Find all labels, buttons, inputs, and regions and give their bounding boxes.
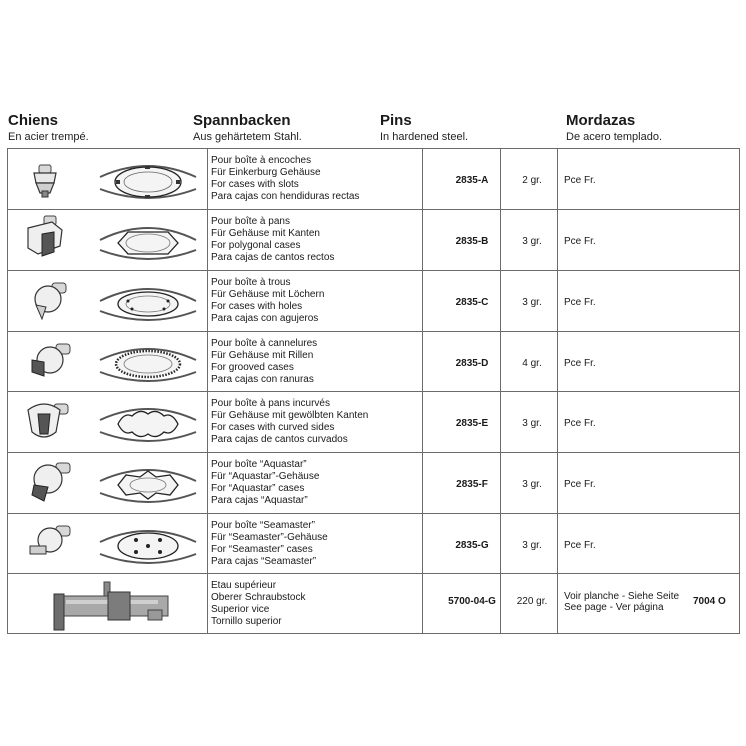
header-subtitle: De acero templado.	[566, 131, 662, 143]
part-code: 2835-C	[455, 297, 489, 308]
desc-de: Für “Seamaster”-Gehäuse	[211, 532, 328, 543]
description	[211, 459, 451, 507]
table-row[interactable]	[8, 271, 739, 332]
weight: 3 gr.	[522, 540, 542, 551]
part-code: 2835-A	[455, 175, 489, 186]
case-grooved-icon	[100, 349, 196, 381]
header-subtitle: Aus gehärtetem Stahl.	[193, 131, 302, 143]
part-code: 2835-F	[456, 479, 488, 490]
row-illustration	[8, 210, 208, 270]
pin-seamaster-icon	[30, 526, 70, 554]
desc-en: For “Seamaster” cases	[211, 544, 313, 555]
pin-polygonal-icon	[28, 216, 62, 256]
table-row[interactable]	[8, 392, 739, 453]
desc-fr: Pour boîte “Aquastar”	[211, 459, 307, 470]
desc-de: Oberer Schraubstock	[211, 592, 306, 603]
desc-fr: Pour boîte “Seamaster”	[211, 520, 315, 531]
table-row[interactable]	[8, 332, 739, 392]
case-holes-icon	[100, 289, 196, 320]
header-mordazas	[566, 112, 662, 144]
desc-en: Superior vice	[211, 604, 270, 615]
table-row[interactable]	[8, 574, 739, 633]
desc-en: For polygonal cases	[211, 240, 301, 251]
part-code: 2835-D	[455, 358, 489, 369]
desc-fr: Etau supérieur	[211, 580, 277, 591]
desc-fr: Pour boîte à trous	[211, 277, 291, 288]
case-slots-icon	[100, 166, 196, 198]
part-code: 2835-E	[455, 418, 489, 429]
note: Pce Fr.	[564, 540, 596, 551]
desc-de: Für Gehäuse mit Rillen	[211, 350, 314, 361]
weight: 3 gr.	[522, 479, 542, 490]
desc-de: Für Einkerburg Gehäuse	[211, 167, 321, 178]
description	[211, 398, 451, 446]
row-illustration	[8, 514, 208, 573]
case-curved-icon	[100, 409, 196, 441]
row-illustration	[8, 453, 208, 513]
header-title: Chiens	[8, 112, 59, 129]
header-title: Mordazas	[566, 112, 636, 129]
note-line: See page - Ver página	[564, 602, 664, 613]
superior-vice-icon	[54, 582, 168, 630]
pin-curved-icon	[28, 404, 68, 437]
desc-es: Tornillo superior	[211, 616, 282, 627]
description	[211, 216, 451, 264]
note: Pce Fr.	[564, 236, 596, 247]
desc-en: For cases with curved sides	[211, 422, 335, 433]
header-title: Pins	[380, 112, 412, 129]
note: Pce Fr.	[564, 479, 596, 490]
desc-es: Para cajas de cantos rectos	[211, 252, 335, 263]
header-subtitle: En acier trempé.	[8, 131, 89, 143]
note: Pce Fr.	[564, 175, 596, 186]
row-illustration	[8, 574, 208, 633]
desc-en: For “Aquastar” cases	[211, 483, 305, 494]
pin-grooved-icon	[32, 344, 70, 376]
case-aquastar-icon	[100, 470, 196, 502]
pin-holes-icon	[35, 283, 66, 319]
header-spannbacken	[193, 112, 302, 144]
note: Pce Fr.	[564, 297, 596, 308]
description	[211, 155, 451, 203]
description	[211, 338, 451, 386]
case-seamaster-icon	[100, 531, 196, 563]
row-illustration	[8, 271, 208, 331]
desc-de: Für Gehäuse mit gewölbten Kanten	[211, 410, 369, 421]
pin-slots-icon	[34, 165, 56, 197]
desc-de: Für “Aquastar”-Gehäuse	[211, 471, 320, 482]
row-illustration	[8, 332, 208, 391]
product-table	[7, 148, 740, 634]
desc-de: Für Gehäuse mit Kanten	[211, 228, 320, 239]
desc-es: Para cajas “Aquastar”	[211, 495, 308, 506]
weight: 2 gr.	[522, 175, 542, 186]
case-polygonal-icon	[100, 228, 196, 259]
desc-en: For cases with holes	[211, 301, 303, 312]
note	[564, 591, 679, 613]
desc-fr: Pour boîte à cannelures	[211, 338, 318, 349]
weight: 220 gr.	[516, 596, 548, 607]
desc-fr: Pour boîte à pans incurvés	[211, 398, 330, 409]
weight: 3 gr.	[522, 418, 542, 429]
header-pins	[380, 112, 468, 144]
table-row[interactable]	[8, 210, 739, 271]
table-row[interactable]	[8, 149, 739, 210]
pin-aquastar-icon	[32, 463, 70, 501]
header-title: Spannbacken	[193, 112, 291, 129]
desc-es: Para cajas con hendiduras rectas	[211, 191, 360, 202]
row-illustration	[8, 392, 208, 452]
table-row[interactable]	[8, 453, 739, 514]
row-illustration	[8, 149, 208, 209]
desc-fr: Pour boîte à encoches	[211, 155, 312, 166]
desc-es: Para cajas con agujeros	[211, 313, 319, 324]
weight: 3 gr.	[522, 236, 542, 247]
desc-en: For grooved cases	[211, 362, 294, 373]
header-chiens	[8, 112, 89, 144]
description	[211, 580, 451, 628]
part-code: 2835-G	[455, 540, 489, 551]
part-code: 5700-04-G	[448, 596, 496, 607]
note: Pce Fr.	[564, 418, 596, 429]
desc-es: Para cajas con ranuras	[211, 374, 314, 385]
desc-es: Para cajas de cantos curvados	[211, 434, 348, 445]
desc-en: For cases with slots	[211, 179, 299, 190]
table-row[interactable]	[8, 514, 739, 574]
description	[211, 277, 451, 325]
description	[211, 520, 451, 568]
note-line: Voir planche - Siehe Seite	[564, 591, 680, 602]
weight: 3 gr.	[522, 297, 542, 308]
desc-de: Für Gehäuse mit Löchern	[211, 289, 325, 300]
desc-es: Para cajas “Seamaster”	[211, 556, 317, 567]
header-subtitle: In hardened steel.	[380, 131, 469, 143]
note: Pce Fr.	[564, 358, 596, 369]
part-code: 2835-B	[455, 236, 489, 247]
weight: 4 gr.	[522, 358, 542, 369]
desc-fr: Pour boîte à pans	[211, 216, 290, 227]
plate-reference[interactable]: 7004 O	[693, 596, 726, 607]
